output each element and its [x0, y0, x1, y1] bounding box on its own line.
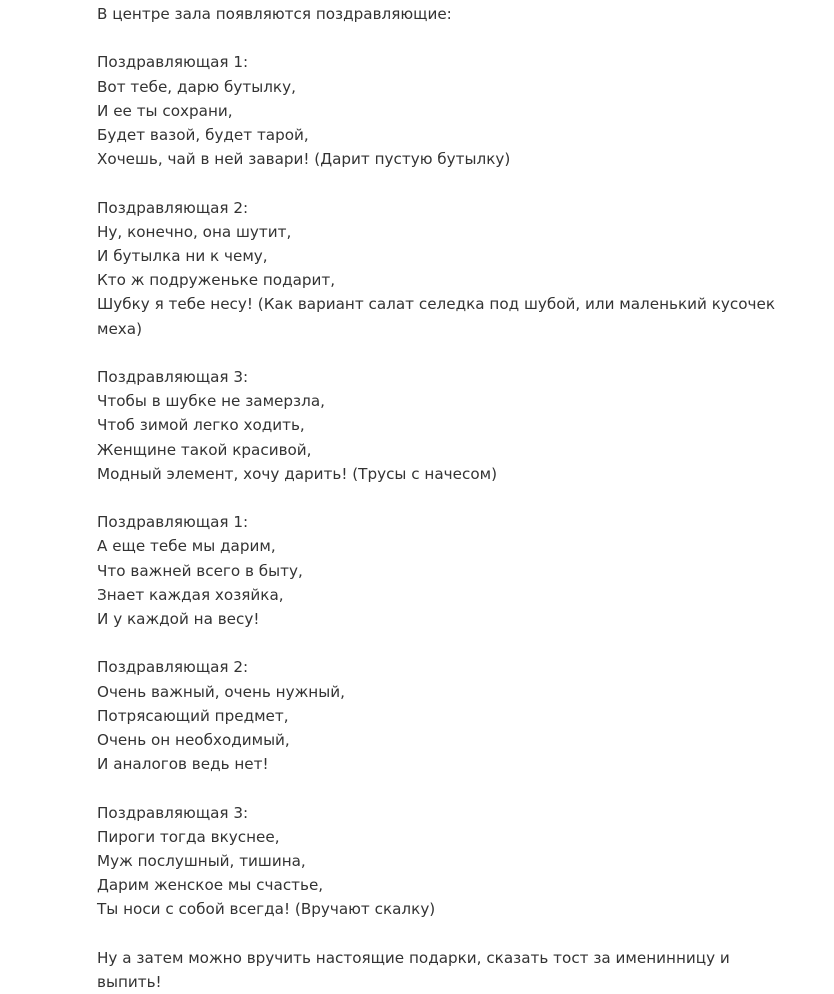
verse-line: Очень он необходимый,: [97, 731, 290, 750]
speaker-label: Поздравляющая 1:: [97, 513, 249, 532]
speaker-label: Поздравляющая 3:: [97, 803, 249, 822]
spacer: [97, 341, 797, 365]
stanza: [97, 196, 797, 341]
verse-line: Модный элемент, хочу дарить! (Трусы с начесом): [97, 464, 497, 483]
spacer: [97, 486, 797, 510]
verse-line: Женщине такой красивой,: [97, 440, 312, 459]
verse-line: Будет вазой, будет тарой,: [97, 126, 309, 144]
verse-line: Чтобы в шубке не замерзла,: [97, 392, 325, 411]
verse-line: Чтоб зимой легко ходить,: [97, 416, 305, 435]
verse-line: Вот тебе, дарю бутылку,: [97, 77, 296, 96]
stanza: [97, 50, 797, 171]
outro-text: Ну а затем можно вручить настоящие подарки, сказать тост за именинницу и выпить!: [97, 948, 735, 992]
verse-line: Потрясающий предмет,: [97, 706, 289, 725]
verse-line: И ее ты сохрани,: [97, 101, 233, 120]
document-body: [97, 2, 797, 994]
verse-line: Ты носи с собой всегда! (Вручают скалку): [97, 900, 436, 919]
spacer: [97, 631, 797, 655]
verse-line: Муж послушный, тишина,: [97, 852, 306, 871]
stanza: [97, 365, 797, 486]
speaker-label: Поздравляющая 2:: [97, 658, 249, 677]
spacer: [97, 776, 797, 800]
verse-line: Хочешь, чай в ней завари! (Дарит пустую бутылку): [97, 150, 511, 169]
verse-line: Что важней всего в быту,: [97, 561, 303, 580]
spacer: [97, 26, 797, 50]
verse-line: И у каждой на весу!: [97, 610, 260, 629]
verse-line: Шубку я тебе несу! (Как вариант салат селедка под шубой, или маленький кусочек меха): [97, 295, 780, 338]
stanza: [97, 510, 797, 631]
speaker-label: Поздравляющая 1:: [97, 53, 249, 72]
speaker-label: Поздравляющая 3:: [97, 368, 249, 386]
verse-line: Пироги тогда вкуснее,: [97, 827, 280, 846]
verse-line: А еще тебе мы дарим,: [97, 537, 276, 556]
verse-line: Дарим женское мы счастье,: [97, 876, 324, 895]
verse-line: И бутылка ни к чему,: [97, 247, 268, 265]
stanza: [97, 655, 797, 776]
verse-line: Ну, конечно, она шутит,: [97, 222, 292, 241]
spacer: [97, 171, 797, 195]
verse-line: Кто ж подруженьке подарит,: [97, 271, 336, 290]
verse-line: Знает каждая хозяйка,: [97, 585, 284, 604]
verse-line: И аналогов ведь нет!: [97, 755, 269, 774]
stanza: [97, 801, 797, 922]
intro-text: В центре зала появляются поздравляющие:: [97, 5, 452, 23]
spacer: [97, 922, 797, 946]
speaker-label: Поздравляющая 2:: [97, 198, 249, 217]
verse-line: Очень важный, очень нужный,: [97, 682, 345, 701]
